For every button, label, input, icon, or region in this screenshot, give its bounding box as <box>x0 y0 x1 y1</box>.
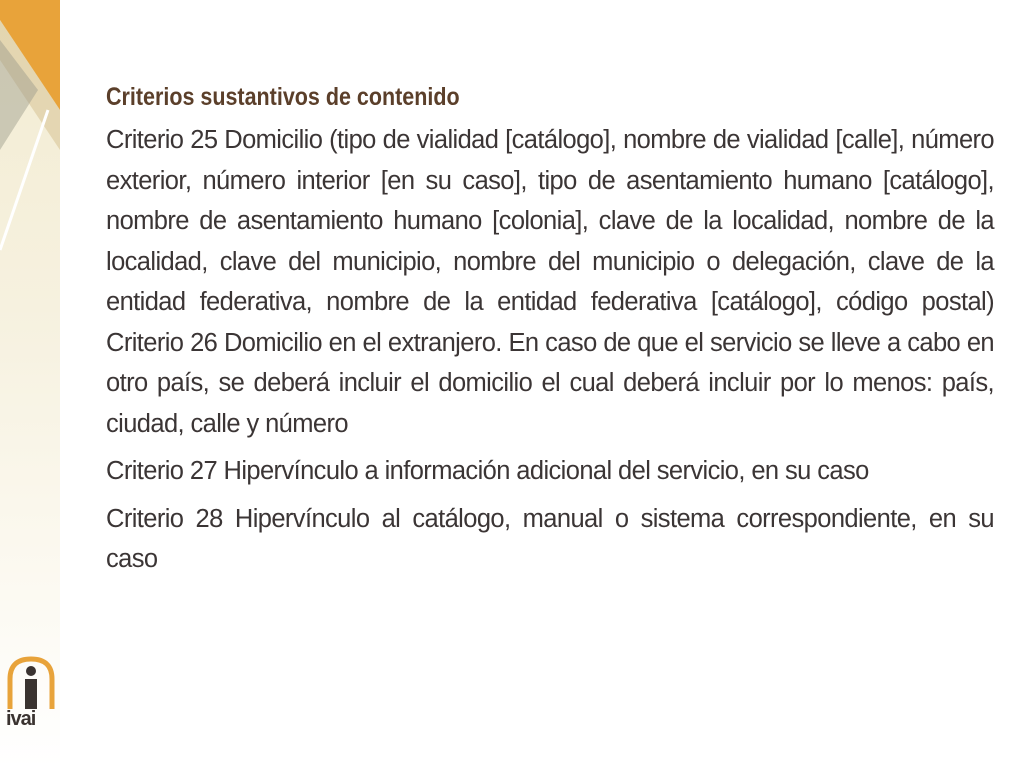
slide-heading: Criterios sustantivos de contenido <box>106 83 460 111</box>
logo-arch-icon <box>6 655 56 711</box>
decorative-side-band <box>0 0 60 768</box>
slide-content <box>106 78 994 587</box>
ivai-logo <box>6 655 56 750</box>
criterion-paragraph-27: Criterio 27 Hipervínculo a información adicional del servicio, en su caso <box>106 457 869 485</box>
criterion-paragraph-28: Criterio 28 Hipervínculo al catálogo, manual o sistema correspondiente, en su caso <box>106 504 994 573</box>
side-band-shapes <box>0 0 60 768</box>
logo-wordmark: ivai <box>6 708 36 730</box>
criterion-paragraph-25-26: Criterio 25 Domicilio (tipo de vialidad [catálogo], nombre de vialidad [calle], número exterior, número interior [en su caso], tipo de asentamiento humano [catálogo], nombre de asentamiento humano [colonia], clave de la localidad, nombre de la localidad, clave del municipio, nombre del municipio o delegación, clave de la entidad federativa, nombre de la entidad federativa [catálogo], código postal) Criterio 26 Domicilio en el extranjero. En caso de que el servicio se lleve a cabo en otro país, se deberá incluir el domicilio el cual deberá incluir por lo menos: país, ciudad, calle y número <box>106 126 994 438</box>
